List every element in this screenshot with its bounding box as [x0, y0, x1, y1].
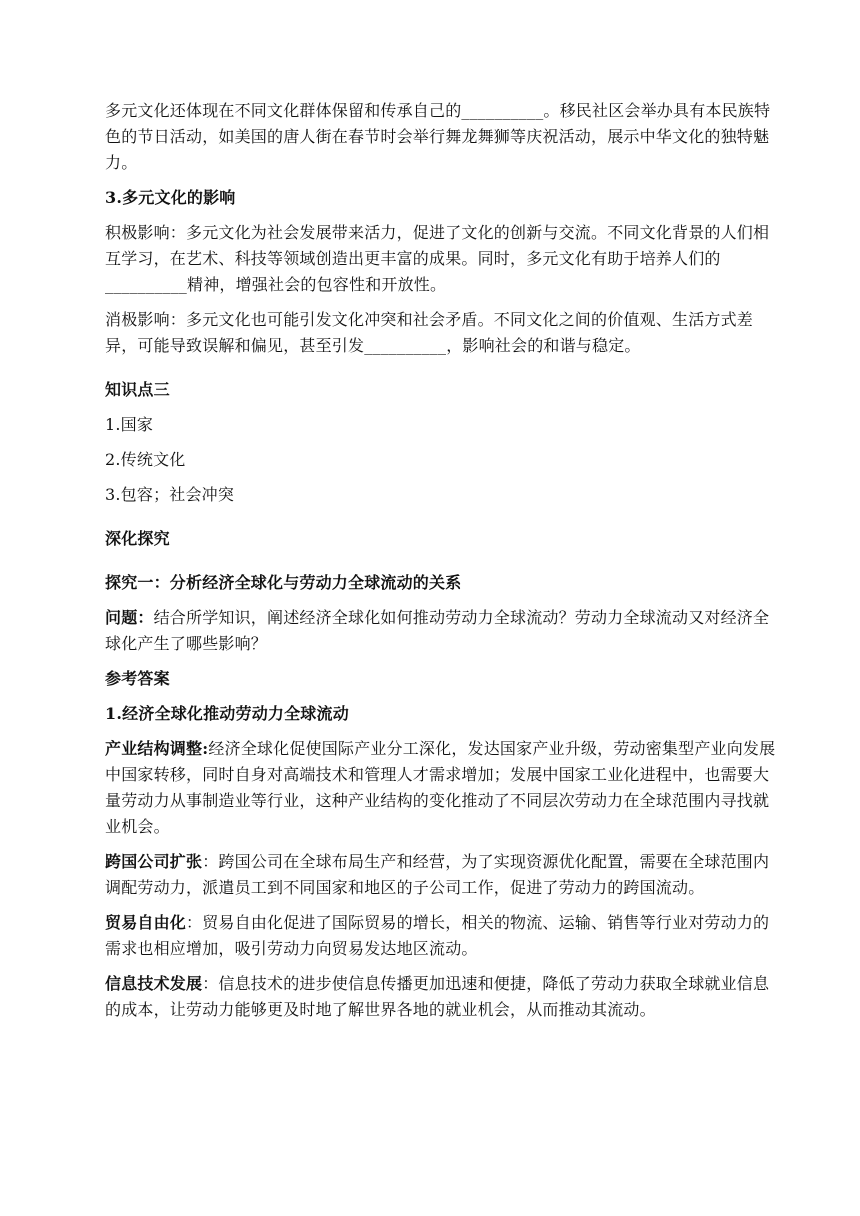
point-label: 产业结构调整	[105, 739, 203, 758]
point-text: 信息技术的进步使信息传播更加迅速和便捷，降低了劳动力获取全球就业信息的成本，让劳动力能够更及时地了解世界各地的就业机会，从而推动其流动。	[105, 974, 770, 1019]
point-text: 跨国公司在全球布局生产和经营，为了实现资源优化配置，需要在全球范围内调配劳动力，派遣员工到不同国家和地区的子公司工作，促进了劳动力的跨国流动。	[105, 852, 770, 897]
heading-multicultural-impact: 3.多元文化的影响	[105, 188, 236, 207]
paragraph-multicultural-heritage: 多元文化还体现在不同文化群体保留和传承自己的__________。移民社区会举办具有本民族特色的节日活动，如美国的唐人街在春节时会举行舞龙舞狮等庆祝活动，展示中华文化的独特魅力。	[105, 101, 771, 172]
point-separator: ：	[202, 974, 219, 993]
heading-deep-inquiry: 深化探究	[105, 529, 170, 548]
heading-inquiry-1: 探究一：分析经济全球化与劳动力全球流动的关系	[105, 573, 462, 592]
heading-answer-1: 1.经济全球化推动劳动力全球流动	[105, 704, 349, 723]
point-separator: :	[202, 739, 209, 758]
paragraph-negative-impact: 消极影响：多元文化也可能引发文化冲突和社会矛盾。不同文化之间的价值观、生活方式差异，可能导致误解和偏见，甚至引发__________，影响社会的和谐与稳定。	[105, 310, 754, 355]
question-text: 结合所学知识，阐述经济全球化如何推动劳动力全球流动？劳动力全球流动又对经济全球化产生了哪些影响？	[105, 608, 770, 653]
point-label: 跨国公司扩张	[105, 852, 203, 871]
answer-item-2: 2.传统文化	[105, 450, 186, 469]
document-page	[105, 98, 785, 1032]
point-separator: ：	[202, 852, 219, 871]
answer-item-3: 3.包容；社会冲突	[105, 485, 235, 504]
paragraph-positive-impact: 积极影响：多元文化为社会发展带来活力，促进了文化的创新与交流。不同文化背景的人们相互学习，在艺术、科技等领域创造出更丰富的成果。同时，多元文化有助于培养人们的__________精神，增强社会的包容性和开放性。	[105, 223, 770, 294]
point-text: 贸易自由化促进了国际贸易的增长，相关的物流、运输、销售等行业对劳动力的需求也相应增加，吸引劳动力向贸易发达地区流动。	[105, 913, 770, 958]
heading-knowledge-point-3: 知识点三	[105, 380, 170, 399]
point-industry-structure	[105, 736, 785, 840]
point-text: 经济全球化促使国际产业分工深化，发达国家产业升级，劳动密集型产业向发展中国家转移，同时自身对高端技术和管理人才需求增加；发展中国家工业化进程中，也需要大量劳动力从事制造业等行业，这种产业结构的变化推动了不同层次劳动力在全球范围内寻找就业机会。	[105, 739, 776, 836]
answer-item-1: 1.国家	[105, 415, 154, 434]
point-information-technology	[105, 971, 785, 1023]
point-separator: ：	[186, 913, 203, 932]
question-label: 问题：	[105, 608, 154, 627]
question-paragraph	[105, 605, 785, 657]
point-trade-liberalization	[105, 910, 785, 962]
heading-reference-answer: 参考答案	[105, 669, 170, 688]
point-multinational-expansion	[105, 849, 785, 901]
point-label: 信息技术发展	[105, 974, 203, 993]
point-label: 贸易自由化	[105, 913, 187, 932]
